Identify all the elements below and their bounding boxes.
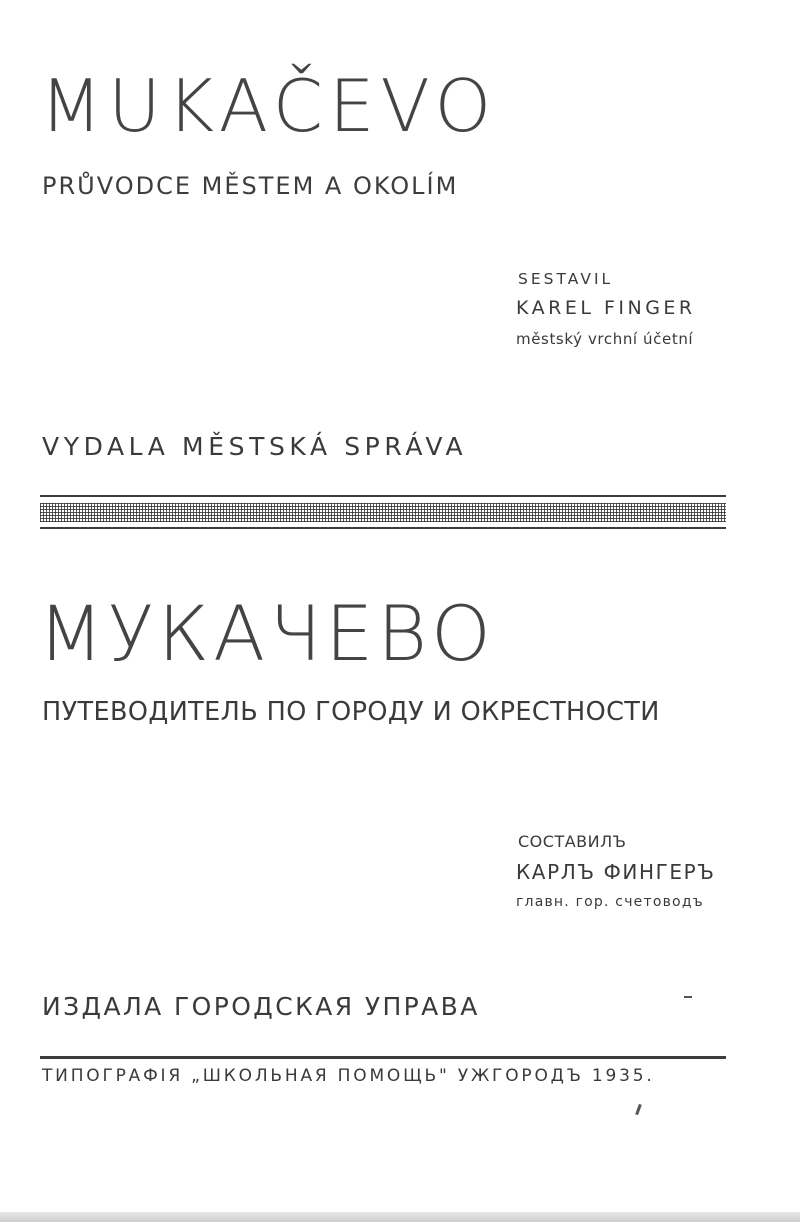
ink-speck [635,1104,642,1115]
imprint-rule [40,1056,726,1059]
divider-bottom-line [40,527,726,529]
divider-top-line [40,495,726,497]
scan-edge-band [0,1212,800,1222]
czech-compiled-label: SESTAVIL [518,270,614,288]
czech-publisher: VYDALA MĚSTSKÁ SPRÁVA [42,432,468,461]
czech-author-role: městský vrchní účetní [516,330,694,348]
russian-title: МУКАЧЕВО [38,589,495,678]
divider-dotted-band [40,503,726,522]
printer-imprint: ТИПОГРАФІЯ „ШКОЛЬНАЯ ПОМОЩЬ" УЖГОРОДЪ 1935. [42,1066,655,1086]
russian-author: КАРЛЪ ФИНГЕРЪ [516,860,716,884]
czech-author: KAREL FINGER [516,297,696,319]
russian-publisher: ИЗДАЛА ГОРОДСКАЯ УПРАВА [42,992,480,1021]
russian-author-role: главн. гор. счетоводъ [516,894,704,910]
russian-compiled-label: СОСТАВИЛЪ [518,832,627,851]
czech-title: MUKAČEVO [40,64,498,148]
russian-subtitle: ПУТЕВОДИТЕЛЬ ПО ГОРОДУ И ОКРЕСТНОСТИ [42,697,660,727]
czech-subtitle: PRŮVODCE MĚSTEM A OKOLÍM [42,172,459,200]
ink-speck [684,996,692,998]
